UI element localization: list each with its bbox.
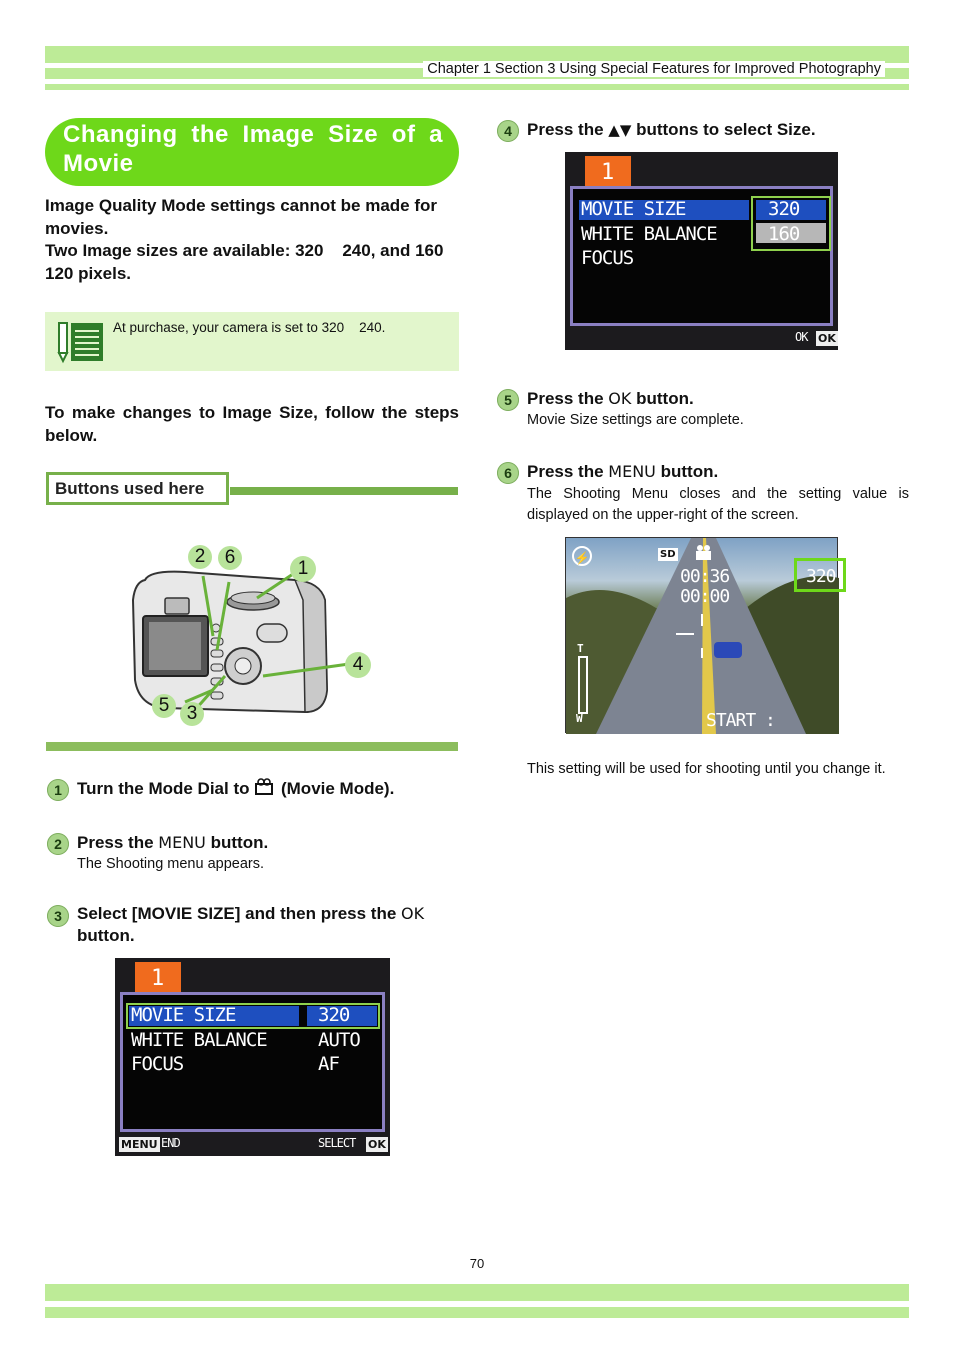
step-5-text: Press the — [527, 389, 604, 408]
size-option-320[interactable]: 320 — [768, 198, 800, 220]
menu-tab-number: 1 — [601, 160, 614, 185]
menu-row-label[interactable]: MOVIE SIZE — [131, 1004, 236, 1026]
step-4-text-end: buttons to select Size. — [636, 120, 816, 139]
step-4-title — [527, 119, 816, 141]
ok-key-label: OK — [608, 389, 632, 408]
step-6-title — [527, 461, 718, 483]
ok-key-badge: OK — [368, 1138, 386, 1151]
step-6-number: 6 — [497, 462, 519, 484]
buttons-used-label: Buttons used here — [46, 472, 229, 505]
menu-row-value: AUTO — [318, 1029, 360, 1051]
section-divider — [46, 742, 458, 751]
up-down-arrow-icon: ▲▼ — [608, 121, 632, 139]
zoom-wide-label: W — [576, 712, 582, 725]
closing-note: This setting will be used for shooting until you change it. — [527, 761, 886, 777]
step-5-number: 5 — [497, 389, 519, 411]
movie-mode-icon — [694, 544, 714, 562]
step-5-title — [527, 388, 694, 410]
step-2-title — [77, 832, 268, 854]
size-indicator: 320 — [806, 566, 836, 587]
callout-5: 5 — [152, 694, 176, 718]
menu-row-label[interactable]: MOVIE SIZE — [581, 198, 686, 220]
step-6-desc: The Shooting Menu closes and the setting value is displayed on the upper-right of the screen. — [527, 486, 909, 523]
ok-footer-label: OK — [795, 330, 808, 344]
menu-select-label: SELECT — [318, 1136, 356, 1150]
step-3-number: 3 — [47, 905, 69, 927]
menu-row-label[interactable]: FOCUS — [131, 1053, 184, 1075]
step-6-text: Press the — [527, 462, 604, 481]
footer-bar-top — [45, 1284, 909, 1301]
size-select-screen — [565, 152, 838, 350]
flash-off-icon: ⚡ — [572, 546, 592, 566]
remaining-time: 00:36 — [680, 566, 730, 587]
footer-bar-bottom — [45, 1307, 909, 1318]
step-2-text: Press the — [77, 833, 154, 852]
step-2-text-end: button. — [210, 833, 269, 852]
menu-row-value: 320 — [318, 1004, 350, 1026]
ok-key-badge: OK — [818, 332, 836, 345]
step-4-text: Press the — [527, 120, 604, 139]
page-title: Changing the Image Size of a Movie — [63, 121, 443, 177]
step-3-title — [77, 903, 457, 947]
live-view-screen — [565, 537, 838, 752]
page-number: 70 — [469, 1256, 485, 1271]
callout-1: 1 — [290, 556, 316, 582]
intro-line-2: Two Image sizes are available: 320 240, and 160 120 pixels. — [45, 241, 458, 283]
step-3-text-end: button. — [77, 926, 135, 945]
step-5-desc: Movie Size settings are complete. — [527, 412, 744, 428]
step-1-text-end: (Movie Mode). — [280, 779, 395, 798]
note-icon — [57, 321, 105, 363]
elapsed-time: 00:00 — [680, 586, 730, 607]
start-release-caption: START : RELEASE — [706, 710, 775, 752]
steps-intro: To make changes to Image Size, follow the steps below. — [45, 403, 459, 445]
chapter-header: Chapter 1 Section 3 Using Special Features for Improved Photography — [423, 61, 885, 77]
step-1-text: Turn the Mode Dial to — [77, 779, 250, 798]
zoom-bar — [578, 656, 588, 714]
note-text: At purchase, your camera is set to 320 240. — [113, 320, 386, 335]
callout-3: 3 — [180, 702, 204, 726]
intro-line-1: Image Quality Mode settings cannot be made for movies. — [45, 196, 438, 238]
menu-row-label[interactable]: WHITE BALANCE — [131, 1029, 267, 1051]
step-2-desc: The Shooting menu appears. — [77, 856, 265, 872]
menu-key-label: MENU — [158, 833, 206, 852]
size-option-160[interactable]: 160 — [768, 223, 800, 245]
step-1-number: 1 — [47, 779, 69, 801]
shooting-menu-screen — [115, 958, 390, 1156]
menu-key-label: MENU — [608, 462, 656, 481]
ok-key-label: OK — [401, 904, 425, 923]
callout-4: 4 — [345, 652, 371, 678]
menu-row-label[interactable]: WHITE BALANCE — [581, 223, 717, 245]
buttons-section-rule — [230, 487, 458, 495]
movie-mode-icon — [254, 778, 276, 794]
menu-row-label[interactable]: FOCUS — [581, 247, 634, 269]
callout-2: 2 — [188, 545, 212, 569]
zoom-tele-label: T — [577, 642, 583, 655]
menu-row-value: AF — [318, 1053, 339, 1075]
menu-tab-number: 1 — [151, 966, 164, 991]
menu-key-badge: MENU — [121, 1138, 158, 1151]
step-3-text: Select [MOVIE SIZE] and then press the — [77, 904, 397, 923]
sd-card-icon: SD — [660, 549, 676, 560]
menu-end-label: END — [161, 1136, 180, 1150]
step-4-number: 4 — [497, 120, 519, 142]
step-2-number: 2 — [47, 833, 69, 855]
step-1-title — [77, 778, 394, 800]
step-6-text-end: button. — [660, 462, 719, 481]
callout-6: 6 — [218, 546, 242, 570]
step-5-text-end: button. — [636, 389, 694, 408]
header-bar-bottom — [45, 84, 909, 90]
